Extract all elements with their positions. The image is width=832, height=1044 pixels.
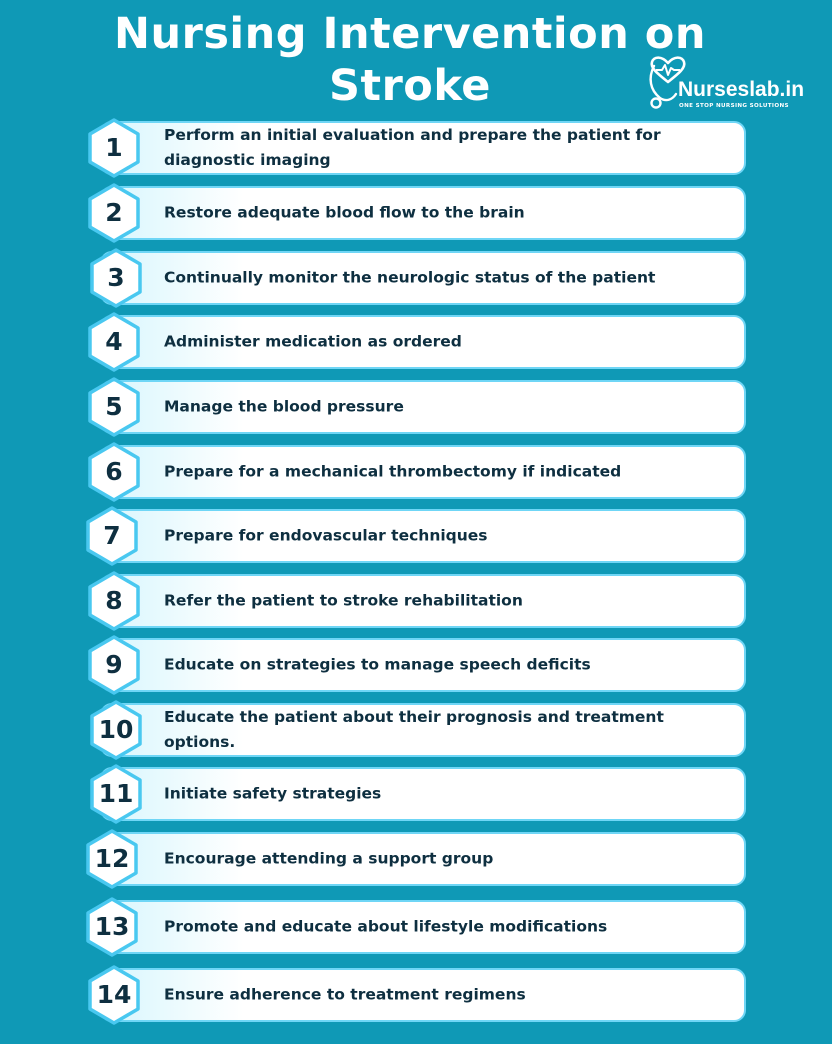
hexagon-number-badge — [84, 828, 140, 890]
item-number: 1 — [105, 133, 123, 162]
hexagon-number-badge — [86, 964, 142, 1026]
intervention-text: Prepare for a mechanical thrombectomy if indicated — [164, 462, 622, 481]
item-number: 7 — [103, 521, 121, 550]
item-number: 13 — [94, 912, 130, 941]
item-number: 12 — [94, 844, 130, 873]
item-number: 6 — [105, 457, 123, 486]
intervention-card — [100, 509, 746, 563]
intervention-text: Perform an initial evaluation and prepare the patient for diagnostic imaging — [164, 126, 661, 169]
intervention-text: Prepare for endovascular techniques — [164, 526, 488, 545]
hexagon-number-badge — [88, 699, 144, 761]
item-number: 5 — [105, 392, 123, 421]
intervention-text: Manage the blood pressure — [164, 397, 404, 416]
intervention-text: Promote and educate about lifestyle modifications — [164, 917, 608, 936]
item-number: 14 — [96, 980, 132, 1009]
hexagon-number-badge — [86, 311, 142, 373]
intervention-card — [100, 832, 746, 886]
intervention-card — [100, 703, 746, 757]
intervention-text: Educate on strategies to manage speech deficits — [164, 655, 591, 674]
hexagon-number-badge — [86, 182, 142, 244]
item-number: 8 — [105, 586, 123, 615]
intervention-card — [100, 968, 746, 1022]
item-number: 3 — [107, 263, 125, 292]
hexagon-number-badge — [88, 763, 144, 825]
title-line-1: Nursing Intervention on — [114, 9, 706, 59]
hexagon-number-badge — [86, 441, 142, 503]
item-number: 2 — [105, 198, 123, 227]
intervention-card — [100, 186, 746, 240]
intervention-card — [100, 315, 746, 369]
item-number: 11 — [98, 779, 134, 808]
intervention-text: Ensure adherence to treatment regimens — [164, 985, 526, 1004]
intervention-text: Refer the patient to stroke rehabilitation — [164, 591, 523, 610]
intervention-card — [100, 767, 746, 821]
intervention-card — [100, 445, 746, 499]
intervention-text: Initiate safety strategies — [164, 784, 382, 803]
hexagon-number-badge — [86, 376, 142, 438]
item-number: 4 — [105, 327, 123, 356]
hexagon-number-badge — [86, 117, 142, 179]
logo-tagline: ONE STOP NURSING SOLUTIONS — [679, 103, 789, 109]
intervention-card — [100, 251, 746, 305]
intervention-text: Continually monitor the neurologic status of the patient — [164, 268, 656, 287]
hexagon-number-badge — [86, 570, 142, 632]
title-line-2: Stroke — [329, 61, 491, 111]
intervention-card — [100, 900, 746, 954]
hexagon-number-badge — [84, 505, 140, 567]
nurseslab-logo — [646, 54, 826, 116]
logo-name: Nurseslab.in — [678, 78, 805, 101]
hexagon-number-badge — [88, 247, 144, 309]
item-number: 10 — [98, 715, 134, 744]
intervention-card — [100, 638, 746, 692]
intervention-text: Administer medication as ordered — [164, 332, 462, 351]
intervention-text: Restore adequate blood flow to the brain — [164, 203, 525, 222]
item-number: 9 — [105, 650, 123, 679]
intervention-text: Encourage attending a support group — [164, 849, 494, 868]
intervention-card — [100, 380, 746, 434]
intervention-card — [100, 574, 746, 628]
intervention-card — [100, 121, 746, 175]
hexagon-number-badge — [84, 896, 140, 958]
hexagon-number-badge — [86, 634, 142, 696]
intervention-text: Educate the patient about their prognosis and treatment options. — [164, 708, 664, 751]
